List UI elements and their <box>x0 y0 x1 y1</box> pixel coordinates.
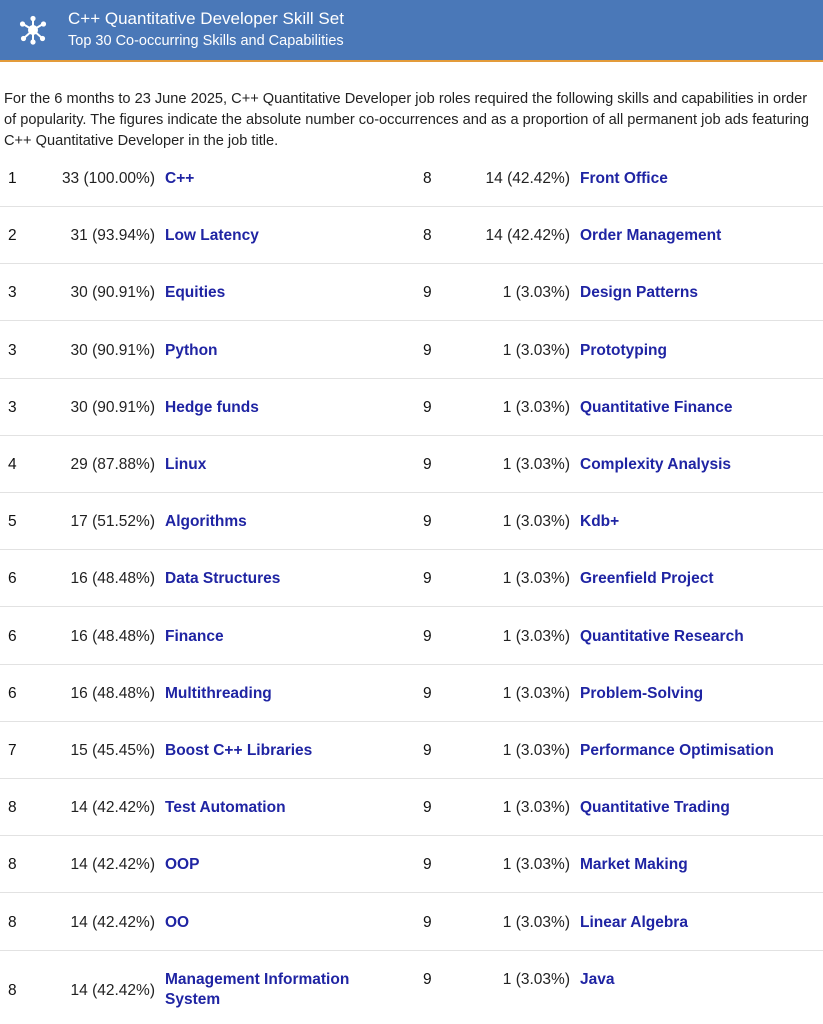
table-row <box>0 779 823 836</box>
table-row <box>0 722 823 779</box>
count-cell: 30 (90.91%) <box>70 284 155 302</box>
count-cell: 31 (93.94%) <box>70 227 155 245</box>
skill-link[interactable]: Performance Optimisation <box>580 742 774 759</box>
rank-cell: 9 <box>423 799 432 817</box>
network-icon <box>19 15 47 45</box>
rank-cell: 7 <box>8 742 17 759</box>
rank-cell: 1 <box>8 170 17 187</box>
rank-cell: 9 <box>423 627 432 645</box>
count-cell: 1 (3.03%) <box>502 970 570 988</box>
count-cell: 30 (90.91%) <box>70 398 155 416</box>
rank-cell: 6 <box>8 627 17 645</box>
rank-cell: 9 <box>423 570 432 588</box>
rank-cell: 9 <box>423 856 432 874</box>
skill-link[interactable]: Prototyping <box>580 341 667 359</box>
rank-cell: 8 <box>423 227 432 245</box>
table-row <box>0 836 823 893</box>
rank-cell: 6 <box>8 684 17 702</box>
skill-link[interactable]: Quantitative Research <box>580 627 744 645</box>
skill-link[interactable]: C++ <box>165 170 195 187</box>
count-cell: 14 (42.42%) <box>485 170 570 187</box>
skill-link[interactable]: Front Office <box>580 170 668 187</box>
count-cell: 1 (3.03%) <box>502 570 570 588</box>
skill-link[interactable]: Complexity Analysis <box>580 456 732 473</box>
rank-cell: 9 <box>423 742 432 759</box>
page-subtitle: Top 30 Co-occurring Skills and Capabilities <box>68 33 344 49</box>
rank-cell: 8 <box>8 913 17 931</box>
rank-cell: 9 <box>423 341 432 359</box>
count-cell: 14 (42.42%) <box>70 799 155 817</box>
table-row <box>0 608 823 665</box>
table-row <box>0 436 823 493</box>
table-row <box>0 264 823 321</box>
table-row <box>0 550 823 607</box>
count-cell: 1 (3.03%) <box>502 856 570 874</box>
table-row <box>0 379 823 436</box>
rank-cell: 3 <box>8 398 17 416</box>
table-row <box>0 665 823 722</box>
skill-link[interactable]: Finance <box>165 627 224 645</box>
skill-link[interactable]: Problem-Solving <box>580 684 704 702</box>
count-cell: 1 (3.03%) <box>502 742 570 759</box>
count-cell: 16 (48.48%) <box>70 627 155 645</box>
skill-link[interactable]: Quantitative Trading <box>580 799 730 817</box>
count-cell: 1 (3.03%) <box>502 684 570 702</box>
skill-link[interactable]: Low Latency <box>165 227 259 245</box>
skill-link[interactable]: Greenfield Project <box>580 570 714 588</box>
count-cell: 1 (3.03%) <box>502 513 570 531</box>
count-cell: 14 (42.42%) <box>70 981 155 999</box>
rank-cell: 5 <box>8 513 17 531</box>
table-row <box>0 951 823 1021</box>
skill-link[interactable]: Design Patterns <box>580 284 699 302</box>
rank-cell: 3 <box>8 341 17 359</box>
table-row <box>0 207 823 264</box>
count-cell: 33 (100.00%) <box>61 170 155 187</box>
rank-cell: 9 <box>423 456 432 473</box>
rank-cell: 9 <box>423 913 432 931</box>
count-cell: 16 (48.48%) <box>70 684 155 702</box>
skill-link[interactable]: Linux <box>165 456 207 473</box>
rank-cell: 9 <box>423 284 432 302</box>
skill-link[interactable]: Test Automation <box>165 799 286 817</box>
count-cell: 1 (3.03%) <box>502 456 570 473</box>
skill-link[interactable]: Equities <box>165 284 226 302</box>
rank-cell: 8 <box>8 981 17 999</box>
intro-paragraph: For the 6 months to 23 June 2025, C++ Quantitative Developer job roles required the following skills and capabilities in order of popularity. The figures indicate the absolute number co-occurrences and as a proportion of all permanent job ads featuring C++ Quantitative Developer in the job title. <box>4 90 810 149</box>
rank-cell: 9 <box>423 398 432 416</box>
count-cell: 14 (42.42%) <box>485 227 570 245</box>
skill-link[interactable]: Boost C++ Libraries <box>165 742 313 759</box>
page-header <box>0 0 823 62</box>
count-cell: 1 (3.03%) <box>502 799 570 817</box>
count-cell: 17 (51.52%) <box>70 513 155 531</box>
rank-cell: 6 <box>8 570 17 588</box>
rank-cell: 8 <box>423 170 432 187</box>
table-row <box>0 150 823 207</box>
skill-link[interactable]: Multithreading <box>165 684 272 702</box>
count-cell: 1 (3.03%) <box>502 627 570 645</box>
skill-link[interactable]: OO <box>165 913 190 931</box>
count-cell: 1 (3.03%) <box>502 341 570 359</box>
skill-link[interactable]: Management Information System <box>165 970 350 1008</box>
count-cell: 1 (3.03%) <box>502 913 570 931</box>
table-row <box>0 322 823 379</box>
count-cell: 16 (48.48%) <box>70 570 155 588</box>
rank-cell: 9 <box>423 970 432 988</box>
skill-link[interactable]: Algorithms <box>165 513 247 531</box>
count-cell: 14 (42.42%) <box>70 913 155 931</box>
skill-link[interactable]: Market Making <box>580 856 688 874</box>
table-row <box>0 894 823 951</box>
count-cell: 15 (45.45%) <box>70 742 155 759</box>
table-row <box>0 493 823 550</box>
count-cell: 30 (90.91%) <box>70 341 155 359</box>
page-title: C++ Quantitative Developer Skill Set <box>68 9 344 28</box>
rank-cell: 9 <box>423 513 432 531</box>
count-cell: 1 (3.03%) <box>502 398 570 416</box>
count-cell: 1 (3.03%) <box>502 284 570 302</box>
skill-link[interactable]: Kdb+ <box>580 513 620 531</box>
rank-cell: 4 <box>8 456 17 473</box>
skill-link[interactable]: Order Management <box>580 227 722 245</box>
skill-link[interactable]: Linear Algebra <box>580 913 688 931</box>
skill-link[interactable]: OOP <box>165 856 200 874</box>
skill-link[interactable]: Python <box>165 341 218 359</box>
skill-link[interactable]: Java <box>580 970 615 988</box>
skill-link[interactable]: Quantitative Finance <box>580 398 733 416</box>
rank-cell: 8 <box>8 856 17 874</box>
count-cell: 14 (42.42%) <box>70 856 155 874</box>
rank-cell: 8 <box>8 799 17 817</box>
skill-link[interactable]: Data Structures <box>165 570 281 588</box>
rank-cell: 2 <box>8 227 17 245</box>
rank-cell: 3 <box>8 284 17 302</box>
skill-link[interactable]: Hedge funds <box>165 398 259 416</box>
count-cell: 29 (87.88%) <box>70 456 155 473</box>
rank-cell: 9 <box>423 684 432 702</box>
